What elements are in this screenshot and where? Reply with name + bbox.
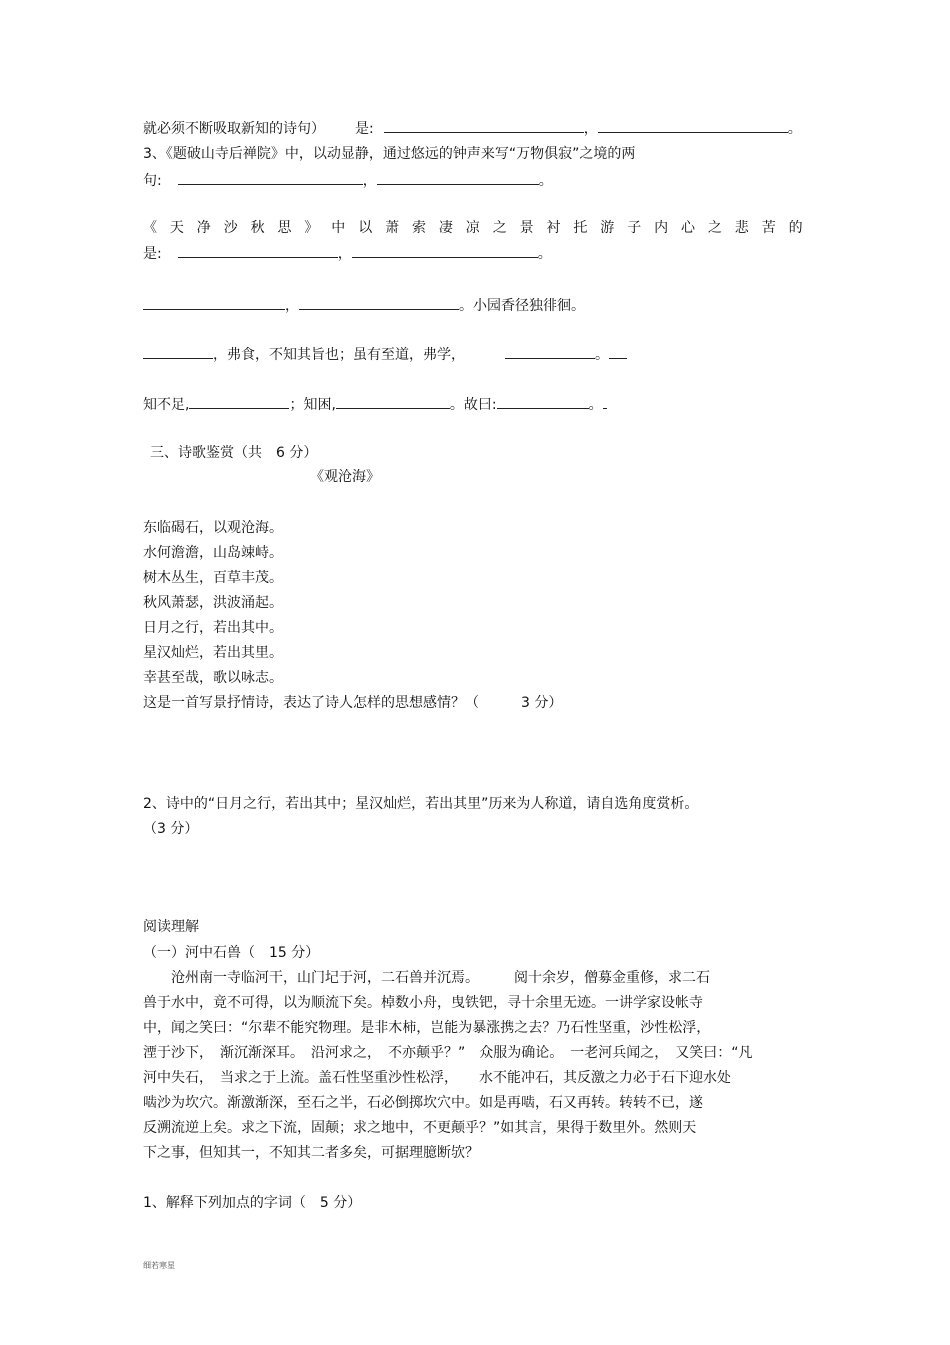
passage-line: 湮于沙下， 渐沉渐深耳。 沿河求之， 不亦颠乎？” 众服为确论。 一老河兵闻之， 又笑曰：“凡: [143, 1045, 753, 1061]
fill-line-2: 3、《题破山寺后禅院》中，以动显静，通过悠远的钟声来写“万物俱寂”之境的两: [143, 146, 636, 162]
poem-line: 日月之行，若出其中。: [143, 620, 283, 636]
answer-blank[interactable]: [143, 344, 213, 359]
punct: ，: [337, 246, 352, 262]
section-heading: 阅读理解: [143, 919, 199, 935]
question: 这是一首写景抒情诗，表达了诗人怎样的思想感情？（ 3 分）: [143, 695, 563, 711]
fill-text: 是:: [355, 121, 374, 137]
answer-blank[interactable]: [336, 394, 450, 409]
poem-line: 幸甚至哉，歌以咏志。: [143, 670, 283, 686]
poem-line: 水何澹澹，山岛竦峙。: [143, 545, 283, 561]
question-score: （3 分）: [143, 821, 199, 837]
fill-line-4: 《天净沙秋思》中以萧索凄凉之景衬托游子内心之悲苦的: [143, 220, 816, 236]
answer-blank[interactable]: [178, 243, 338, 258]
answer-blank[interactable]: [497, 394, 589, 409]
answer-blank[interactable]: [143, 295, 285, 310]
passage-line: 反溯流逆上矣。求之下流，固颠；求之地中，不更颠乎？”如其言，果得于数里外。然则天: [143, 1120, 697, 1136]
fill-text: 是:: [143, 246, 162, 262]
answer-blank[interactable]: [352, 243, 538, 258]
passage-line: 中，闻之笑曰：“尔辈不能究物理。是非木柿，岂能为暴涨携之去？乃石性坚重，沙性松浮，: [143, 1020, 711, 1036]
answer-blank[interactable]: [299, 295, 459, 310]
fill-text: 就必须不断吸取新知的诗句）: [143, 121, 325, 137]
answer-blank[interactable]: [189, 394, 289, 409]
poem-line: 东临碣石，以观沧海。: [143, 520, 283, 536]
answer-blank[interactable]: [603, 394, 607, 409]
answer-blank[interactable]: [505, 344, 595, 359]
answer-blank[interactable]: [609, 344, 627, 359]
punct: 。: [787, 121, 802, 137]
fill-text: 小园香径独徘徊。: [473, 298, 585, 314]
punct: 。: [588, 397, 603, 413]
page-footer: 细若寒星: [143, 1261, 175, 1270]
punct: ，: [362, 173, 377, 189]
fill-text: ；知困,: [289, 397, 336, 413]
punct: ，: [583, 121, 598, 137]
fill-text: 句:: [143, 173, 162, 189]
punct: 。: [537, 246, 552, 262]
fill-line-1: [143, 118, 802, 139]
section-heading: 三、诗歌鉴赏（共 6 分）: [150, 445, 318, 461]
question: 1、解释下列加点的字词（ 5 分）: [143, 1195, 362, 1211]
passage-line: 河中失石， 当求之于上流。盖石性坚重沙性松浮， 水不能冲石，其反激之力必于石下迎水处: [143, 1070, 731, 1086]
passage-line: 兽于水中，竟不可得，以为顺流下矣。棹数小舟，曳铁钯，寻十余里无迹。一讲学家设帐寺: [143, 995, 703, 1011]
fill-line-8: [143, 394, 607, 415]
fill-text: 故曰:: [463, 397, 497, 413]
passage-line: 啮沙为坎穴。渐激渐深，至石之半，石必倒掷坎穴中。如是再啮，石又再转。转转不已，遂: [143, 1095, 703, 1111]
punct: 。: [459, 298, 473, 314]
fill-line-5: [143, 243, 552, 264]
passage-line: 下之事，但知其一，不知其二者多矣，可据理臆断欤？: [143, 1145, 479, 1161]
fill-text: ，弗食，不知其旨也；虽有至道，弗学，: [213, 347, 465, 363]
answer-blank[interactable]: [178, 170, 363, 185]
fill-line-3: [143, 170, 553, 191]
fill-text: 知不足,: [143, 397, 190, 413]
punct: 。: [595, 347, 609, 363]
poem-line: 秋风萧瑟，洪波涌起。: [143, 595, 283, 611]
punct: 。: [449, 397, 464, 413]
passage-title: （一）河中石兽（ 15 分）: [143, 945, 320, 961]
passage-line: 沧州南一寺临河干，山门圮于河，二石兽并沉焉。 阅十余岁，僧募金重修，求二石: [143, 970, 710, 986]
question: 2、诗中的“日月之行，若出其中；星汉灿烂，若出其里”历来为人称道，请自选角度赏析。: [143, 796, 699, 812]
punct: ，: [285, 298, 299, 314]
poem-line: 星汉灿烂，若出其里。: [143, 645, 283, 661]
answer-blank[interactable]: [598, 118, 788, 133]
answer-blank[interactable]: [384, 118, 584, 133]
fill-line-7: [143, 344, 627, 365]
answer-blank[interactable]: [377, 170, 539, 185]
fill-line-6: [143, 295, 585, 316]
poem-title: 《观沧海》: [310, 469, 380, 485]
punct: 。: [538, 173, 553, 189]
poem-line: 树木丛生，百草丰茂。: [143, 570, 283, 586]
